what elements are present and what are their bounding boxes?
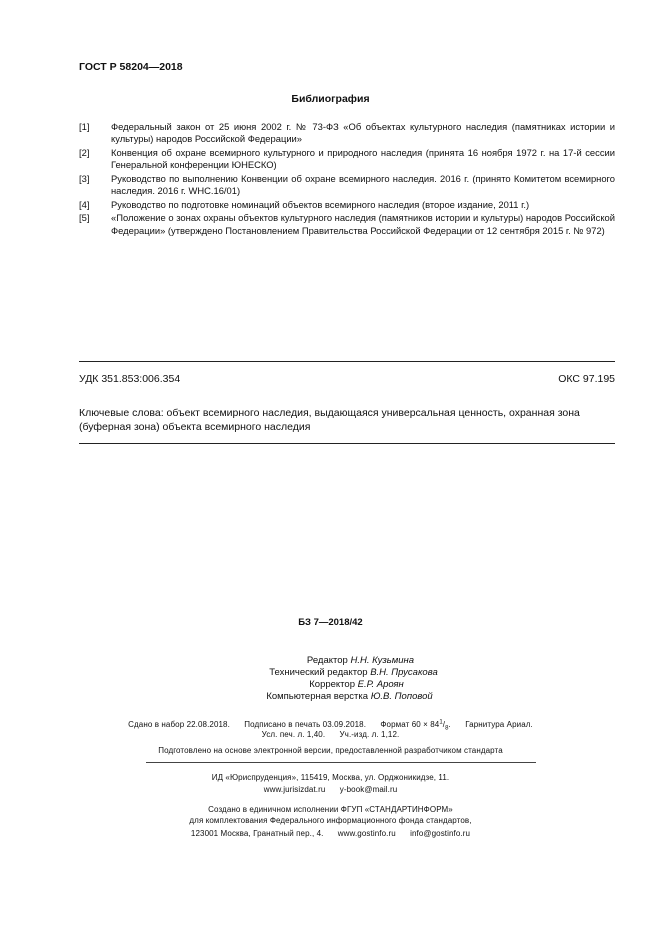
staff-name: Н.Н. Кузьмина	[350, 655, 415, 666]
udk-code: УДК 351.853:006.354	[79, 373, 181, 385]
staff-role: Корректор	[309, 679, 355, 690]
bibliography-item-text: Конвенция об охране всемирного культурного и природного наследия (принята 16 ноября 1972 г. на 17-й сессии Генеральной конференции ЮНЕСКО)	[111, 146, 615, 171]
bibliography-item-number: [5]	[79, 212, 90, 224]
bottom-divider	[79, 443, 615, 444]
typeface: Гарнитура Ариал.	[465, 719, 533, 729]
bibliography-item	[79, 121, 615, 145]
staff-line	[0, 667, 661, 679]
staff-role: Редактор	[306, 655, 348, 666]
created-address: 123001 Москва, Гранатный пер., 4.	[190, 829, 324, 838]
bibliography-list	[79, 121, 615, 238]
staff-line	[0, 691, 661, 703]
staff-role: Технический редактор	[269, 667, 368, 678]
format-denominator: 8	[445, 725, 449, 732]
staff-name: Ю.В. Поповой	[370, 691, 433, 702]
top-divider	[79, 361, 615, 362]
bibliography-item-text: Федеральный закон от 25 июня 2002 г. № 73-ФЗ «Об объектах культурного наследия (памятниках истории и культуры) народов Российской Федерации»	[111, 121, 615, 145]
staff-name: Е.Р. Ароян	[357, 679, 404, 690]
created-contacts	[0, 829, 661, 838]
staff-line	[0, 655, 661, 667]
sheets-line	[0, 730, 661, 739]
created-email: info@gostinfo.ru	[410, 829, 471, 838]
bibliography-item-number: [2]	[79, 146, 90, 158]
staff-line	[0, 679, 661, 691]
footer-divider	[146, 762, 536, 763]
publisher-sheets: Уч.-изд. л. 1,12.	[339, 730, 400, 739]
bz-number: БЗ 7—2018/42	[298, 617, 363, 628]
staff-credits	[0, 655, 661, 703]
print-sheets: Усл. печ. л. 1,40.	[261, 730, 326, 739]
bibliography-item-text: «Положение о зонах охраны объектов культурного наследия (памятников истории и культуры) народов Российской Федерации» (утверждено Постановлением Правительства Российской Федерации от 12 сентября 2015 г. № 972)	[111, 212, 615, 236]
signed-date: Подписано в печать 03.09.2018.	[244, 719, 367, 729]
keywords: Ключевые слова: объект всемирного наследия, выдающаяся универсальная ценность, охранная зона (буферная зона) объекта всемирного наследия	[79, 407, 580, 433]
staff-name: В.Н. Прусакова	[370, 667, 438, 678]
created-line-2: для комплектования Федерального информационного фонда стандартов,	[189, 816, 472, 825]
bibliography-title: Библиография	[291, 93, 370, 105]
format-numerator: 1	[439, 719, 443, 725]
bibliography-item-text: Руководство по подготовке номинаций объектов всемирного наследия (второе издание, 2011 г.)	[111, 198, 530, 210]
staff-role: Компьютерная верстка	[266, 691, 369, 702]
format-label: Формат 60 × 84	[380, 719, 440, 729]
standard-header: ГОСТ Р 58204—2018	[79, 61, 183, 73]
publisher-line: ИД «Юриспруденция», 115419, Москва, ул. Орджоникидзе, 11.	[211, 773, 450, 782]
bibliography-item	[79, 212, 615, 236]
bibliography-item-number: [4]	[79, 198, 90, 210]
bibliography-item-number: [1]	[79, 121, 90, 132]
created-site: www.gostinfo.ru	[337, 829, 396, 838]
bibliography-item-text: Руководство по выполнению Конвенции об охране всемирного наследия. 2016 г. (принято Комитетом всемирного наследия. 2016 г. WHC.16/01)	[111, 172, 615, 197]
submitted-date: Сдано в набор 22.08.2018.	[128, 719, 230, 729]
prepared-note: Подготовлено на основе электронной версии, предоставленной разработчиком стандарта	[158, 746, 503, 755]
publisher-email: y-book@mail.ru	[339, 785, 398, 794]
bibliography-item	[79, 147, 615, 171]
bibliography-item	[79, 173, 615, 197]
publisher-contacts	[0, 785, 661, 794]
bibliography-item-number: [3]	[79, 172, 90, 184]
created-line-1: Создано в единичном исполнении ФГУП «СТАНДАРТИНФОРМ»	[208, 805, 453, 814]
oks-code: ОКС 97.195	[558, 373, 615, 385]
bibliography-item	[79, 199, 615, 211]
paper-format: Формат $60 \times 84^1/_8$.	[380, 719, 451, 732]
publisher-site: www.jurisizdat.ru	[263, 785, 326, 794]
